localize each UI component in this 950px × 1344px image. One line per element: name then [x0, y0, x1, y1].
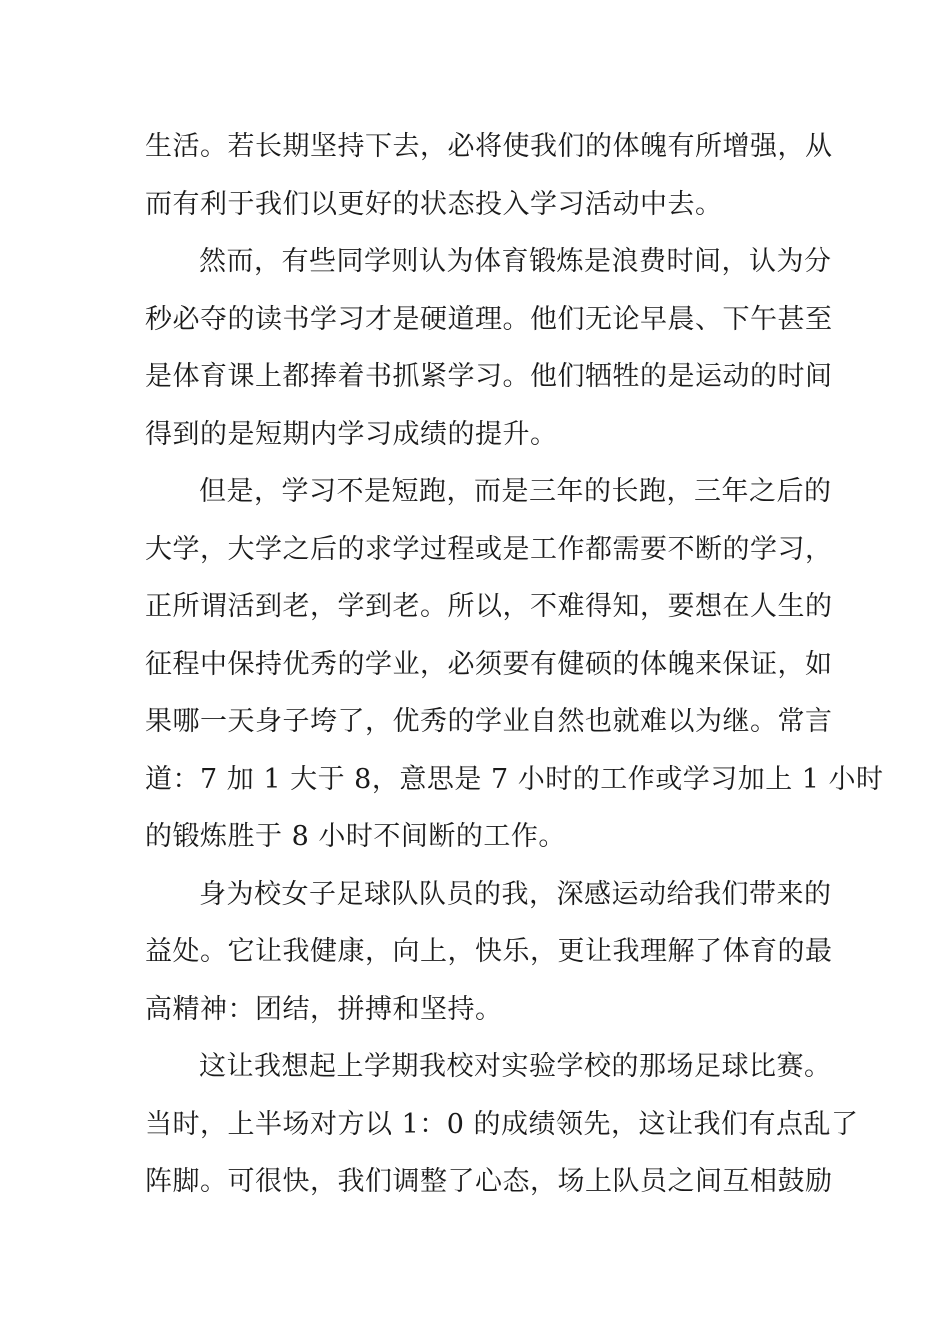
paragraph-start-line: 但是，学习不是短跑，而是三年的长跑，三年之后的: [199, 476, 832, 507]
text-line: 是体育课上都捧着书抓紧学习。他们牺牲的是运动的时间: [145, 361, 833, 392]
text-line: 果哪一天身子垮了，优秀的学业自然也就难以为继。常言: [145, 706, 833, 737]
text-line: 秒必夺的读书学习才是硬道理。他们无论早晨、下午甚至: [145, 303, 833, 335]
paragraph-start-line: 身为校女子足球队队员的我，深感运动给我们带来的: [199, 878, 832, 910]
text-line: 征程中保持优秀的学业，必须要有健硕的体魄来保证，如: [145, 648, 833, 680]
paragraph-start-line: 这让我想起上学期我校对实验学校的那场足球比赛。: [199, 1051, 832, 1082]
text-line: 道：7 加 1 大于 8，意思是 7 小时的工作或学习加上 1 小时: [145, 763, 884, 795]
text-line: 正所谓活到老，学到老。所以，不难得知，要想在人生的: [145, 591, 833, 622]
essay-body: [145, 118, 884, 1211]
text-line: 高精神：团结，拼搏和坚持。: [145, 993, 503, 1025]
text-line: 得到的是短期内学习成绩的提升。: [145, 418, 558, 450]
text-line: 阵脚。可很快，我们调整了心态，场上队员之间互相鼓励: [145, 1166, 833, 1197]
text-line: 益处。它让我健康，向上，快乐，更让我理解了体育的最: [145, 936, 833, 967]
text-line: 当时，上半场对方以 1：0 的成绩领先，这让我们有点乱了: [145, 1108, 859, 1140]
text-line: 生活。若长期坚持下去，必将使我们的体魄有所增强，从: [145, 131, 833, 162]
paragraph-start-line: 然而，有些同学则认为体育锻炼是浪费时间，认为分: [199, 246, 832, 277]
text-line: 的锻炼胜于 8 小时不间断的工作。: [145, 821, 566, 852]
text-line: 而有利于我们以更好的状态投入学习活动中去。: [145, 188, 723, 220]
text-line: 大学，大学之后的求学过程或是工作都需要不断的学习，: [145, 533, 833, 565]
